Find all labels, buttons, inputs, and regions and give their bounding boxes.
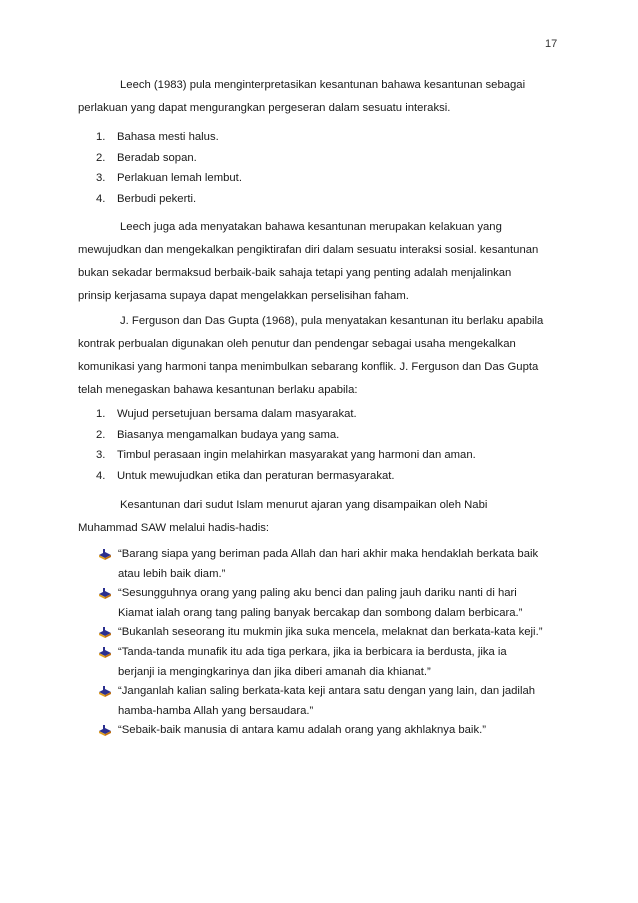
- list-item: 1. Wujud persetujuan bersama dalam masyarakat.: [96, 408, 357, 420]
- list-item: 2. Beradab sopan.: [96, 151, 197, 164]
- paragraph-line: J. Ferguson dan Das Gupta (1968), pula menyatakan kesantunan itu berlaku apabila: [120, 315, 544, 327]
- book-bullet-icon: [98, 588, 112, 599]
- paragraph-line: prinsip kerjasama supaya dapat mengelakkan perselisihan faham.: [78, 290, 409, 302]
- hadith-bullet-list: [96, 545, 566, 741]
- paragraph-line: perlakuan yang dapat mengurangkan pergeseran dalam sesuatu interaksi.: [78, 102, 451, 114]
- list-item: 4. Untuk mewujudkan etika dan peraturan bermasyarakat.: [96, 469, 395, 482]
- hadith-item: “Tanda-tanda munafik itu ada tiga perkara, jika ia berbicara ia berdusta, jika ia berjanji ia mengingkarinya dan jika diberi amanah dia khianat.”: [96, 643, 566, 682]
- paragraph-line: komunikasi yang harmoni tanpa menimbulkan sebarang konflik. J. Ferguson dan Das Gupta: [78, 361, 539, 373]
- paragraph-line: kontrak perbualan digunakan oleh penutur dan pendengar sebagai usaha mengekalkan: [78, 338, 516, 350]
- list-item: 3. Timbul perasaan ingin melahirkan masyarakat yang harmoni dan aman.: [96, 449, 476, 461]
- hadith-item: “Bukanlah seseorang itu mukmin jika suka mencela, melaknat dan berkata-kata keji.”: [96, 623, 566, 643]
- list-item: 2. Biasanya mengamalkan budaya yang sama.: [96, 428, 340, 441]
- paragraph-line: Muhammad SAW melalui hadis-hadis:: [78, 522, 270, 534]
- paragraph-leech-social: [78, 216, 564, 308]
- hadith-item: “Barang siapa yang beriman pada Allah dan hari akhir maka hendaklah berkata baik atau lebih baik diam.”: [96, 545, 566, 584]
- book-bullet-icon: [98, 725, 112, 736]
- book-bullet-icon: [98, 686, 112, 697]
- numbered-list-politeness-traits: [96, 127, 556, 209]
- paragraph-line: Kesantunan dari sudut Islam menurut ajaran yang disampaikan oleh Nabi: [120, 499, 488, 511]
- page-number: 17: [545, 38, 558, 50]
- list-item: 1. Bahasa mesti halus.: [96, 131, 219, 143]
- paragraph-line: Leech juga ada menyatakan bahawa kesantunan merupakan kelakuan yang: [120, 221, 502, 233]
- book-bullet-icon: [98, 549, 112, 560]
- paragraph-ferguson-dasgupta: [78, 310, 564, 402]
- paragraph-leech-1983: [78, 74, 564, 120]
- paragraph-line: Leech (1983) pula menginterpretasikan kesantunan bahawa kesantunan sebagai: [120, 79, 526, 91]
- list-item: 3. Perlakuan lemah lembut.: [96, 172, 242, 184]
- hadith-item: “Sesungguhnya orang yang paling aku benci dan paling jauh dariku nanti di hari Kiamat ialah orang tang paling banyak bercakap dan sombong dalam berbicara.”: [96, 584, 566, 623]
- paragraph-islam-perspective: [78, 494, 564, 540]
- book-bullet-icon: [98, 627, 112, 638]
- hadith-item: “Sebaik-baik manusia di antara kamu adalah orang yang akhlaknya baik.”: [96, 721, 566, 741]
- paragraph-line: bukan sekadar bermaksud berbaik-baik sahaja tetapi yang penting adalah menjalinkan: [78, 267, 512, 279]
- list-item: 4. Berbudi pekerti.: [96, 192, 197, 205]
- book-bullet-icon: [98, 647, 112, 658]
- paragraph-line: mewujudkan dan mengekalkan pengiktirafan diri dalam sesuatu interaksi sosial. kesantunan: [78, 244, 539, 256]
- hadith-item: “Janganlah kalian saling berkata-kata keji antara satu dengan yang lain, dan jadilah hamba-hamba Allah yang bersaudara.”: [96, 682, 566, 721]
- numbered-list-conditions: [96, 404, 556, 486]
- paragraph-line: telah menegaskan bahawa kesantunan berlaku apabila:: [78, 384, 358, 396]
